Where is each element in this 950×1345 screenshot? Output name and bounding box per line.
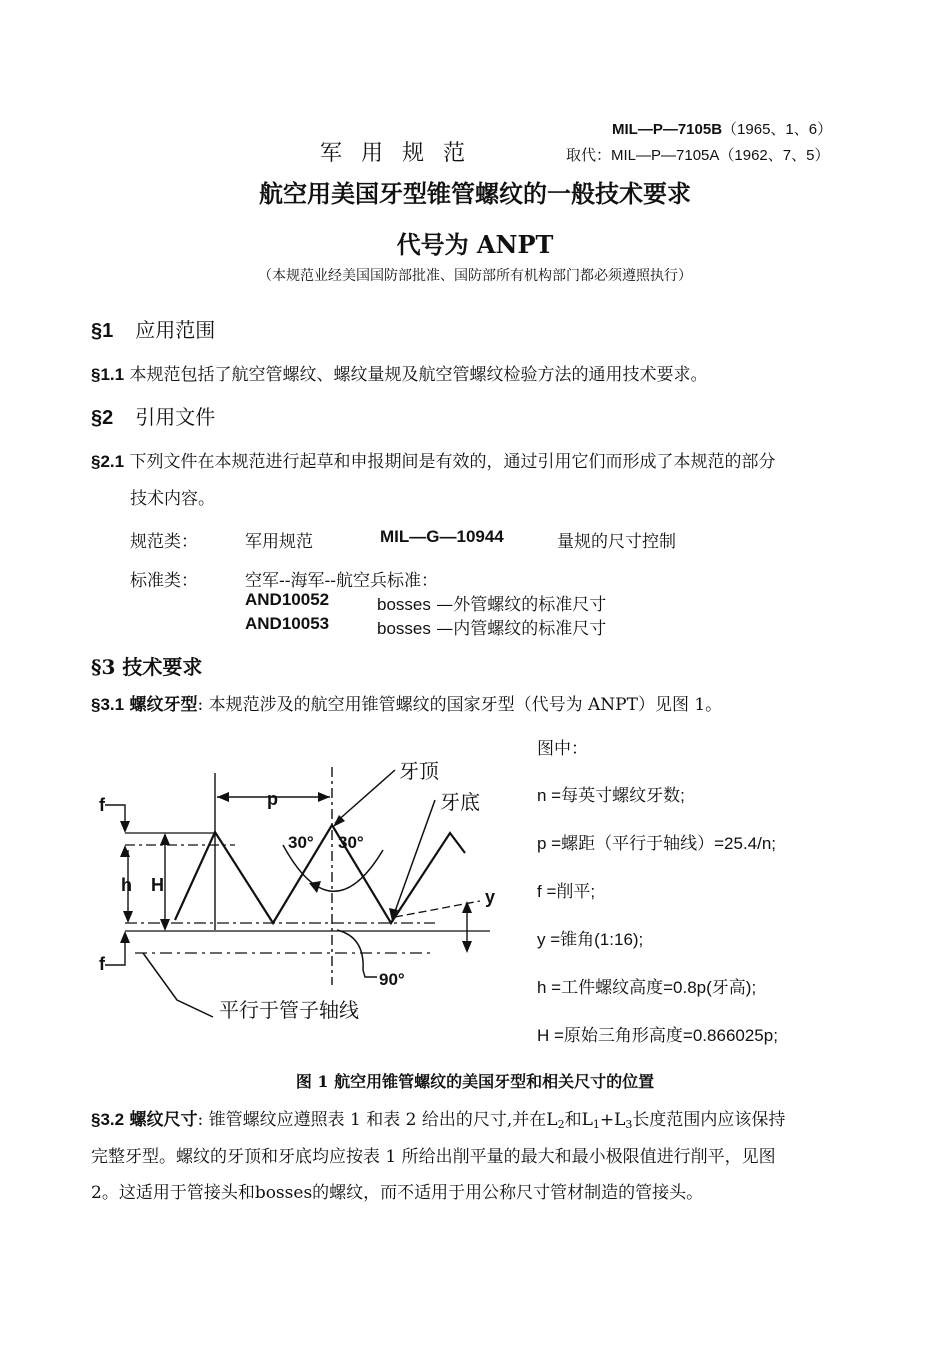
legend-item: f =削平; [537,882,596,901]
ref-1-category: 规范类： [130,532,198,552]
angle-arc-90 [337,930,363,970]
para-2-1-line1 [91,447,776,472]
legend-item: n =每英寸螺纹牙数; [537,786,685,805]
para-3-1-label: 螺纹牙型 [129,695,198,715]
para-1-1-text: 本规范包括了航空管螺纹、螺纹量规及航空管螺纹检验方法的通用技术要求。 [129,365,708,385]
ref-2b-word: bosses [377,619,431,638]
supersedes-label: 取代： [566,147,612,164]
ref-2b-desc [377,614,606,639]
supersedes [566,144,829,165]
pitch-arrow-right [318,792,330,802]
ref-2-type: 空军--海军--航空兵标准： [245,571,438,591]
para-2-1-line2: 技术内容。 [130,489,215,509]
label-y: y [485,887,496,907]
thread-profile-diagram [95,755,515,1035]
section-3-heading: §3 技术要求 [91,655,203,679]
spec-number [612,118,832,139]
figure-caption: 图 1 航空用锥管螺纹的美国牙型和相关尺寸的位置 [295,1072,655,1091]
ref-2a-text: —外管螺纹的标准尺寸 [436,595,607,615]
ref-2b-code: AND10053 [245,614,330,633]
pitch-arrow-left [217,792,229,802]
ref-2-category: 标准类： [130,571,198,591]
H-arrow-bottom [160,919,170,931]
para-3-2-text-c: +L [599,1110,626,1130]
label-f-top: f [99,795,105,815]
para-3-2-text-a: : 锥管螺纹应遵照表 1 和表 2 给出的尺寸,并在L [197,1110,558,1130]
para-3-2-line1 [91,1105,785,1130]
legend-item: p =螺距（平行于轴线）=25.4/n; [537,834,777,853]
section-2-title: 引用文件 [135,405,216,429]
spec-type: 军 用 规 范 [320,141,471,166]
para-3-2-label: 螺纹尺寸 [129,1110,198,1130]
root-leader [393,800,435,917]
section-1-number: §1 [91,320,114,342]
section-2-number: §2 [91,407,114,429]
supersedes-value: MIL—P—7105A（1962、7、5） [611,147,830,164]
legend-item: H =原始三角形高度=0.866025p; [537,1026,778,1045]
y-arrow-bottom [462,941,472,953]
ref-2a-word: bosses [377,595,431,614]
subscript-2: 2 [557,1118,565,1131]
label-p: p [267,789,278,809]
para-3-2-text-b: 和L [564,1110,593,1130]
para-3-2-text-d: 长度范围内应该保持 [632,1110,786,1130]
para-2-1-text: 下列文件在本规范进行起草和申报期间是有效的，通过引用它们而形成了本规范的部分 [129,452,776,472]
label-90: 90° [379,970,405,989]
label-H: H [151,875,164,895]
para-1-1 [91,360,708,385]
ref-2a-code: AND10052 [245,590,330,609]
spec-number-text: MIL—P—7105B [612,121,723,138]
crest-leader [335,770,395,823]
legend-title: 图中： [537,739,588,759]
f-bottom-leader [105,941,125,965]
section-2-heading [91,401,215,430]
label-90-leader [363,970,377,977]
subscript-1: 1 [592,1118,600,1131]
para-3-1-text: : 本规范涉及的航空用锥管螺纹的国家牙型（代号为 ANPT）见图 1。 [197,695,723,715]
approval-note: （本规范业经美国国防部批准、国防部所有机构部门都必须遵照执行） [258,268,692,284]
ref-1-code: MIL—G—10944 [380,527,504,546]
label-axis: 平行于管子轴线 [219,998,359,1022]
H-arrow-top [160,833,170,845]
label-h: h [121,875,132,895]
spec-date: （1965、1、6） [722,121,833,138]
doc-title: 航空用美国牙型锥管螺纹的一般技术要求 [259,179,691,208]
label-30b: 30° [338,833,364,852]
para-3-2-number: §3.2 [91,1110,125,1129]
para-3-2-line3: 2。这适用于管接头和bosses的螺纹，而不适用于用公称尺寸管材制造的管接头。 [91,1183,704,1203]
ref-1-desc: 量规的尺寸控制 [557,532,676,552]
para-3-2-line2: 完整牙型。螺纹的牙顶和牙底均应按表 1 所给出削平量的最大和最小极限值进行削平，见图 [91,1147,776,1167]
para-1-1-number: §1.1 [91,365,125,384]
crest-leader-arrow [333,815,345,827]
f-top-arrow [120,821,130,833]
axis-leader [143,953,213,1017]
label-crest: 牙顶 [399,759,439,783]
para-3-1-number: §3.1 [91,695,125,714]
label-30a: 30° [288,833,314,852]
legend-item: h =工件螺纹高度=0.8p(牙高); [537,978,757,997]
label-root: 牙底 [440,790,480,814]
subscript-3: 3 [625,1118,633,1131]
label-f-bottom: f [99,954,105,974]
para-2-1-number: §2.1 [91,452,125,471]
ref-1-type: 军用规范 [245,532,313,552]
h-arrow-bottom [123,911,133,923]
para-3-1 [91,690,722,715]
ref-2a-desc [377,590,606,615]
section-1-heading [91,314,215,343]
doc-subtitle: 代号为 ANPT [396,230,554,259]
ref-2b-text: —内管螺纹的标准尺寸 [436,619,607,639]
legend-item: y =锥角(1:16); [537,930,644,949]
section-1-title: 应用范围 [135,318,216,342]
